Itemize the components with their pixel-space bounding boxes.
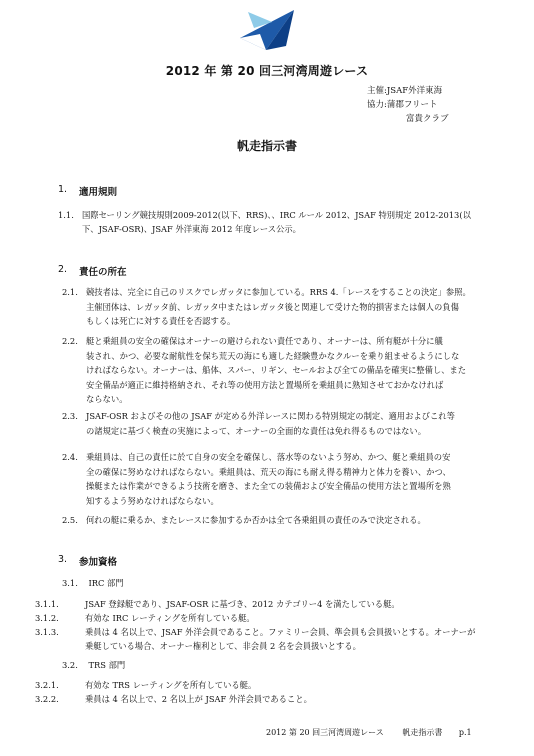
clause-line: JSAF 登録艇であり、JSAF-OSR に基づき、2012 カテゴリー4 を満たしている艇。 [85, 599, 400, 609]
logo-sail-emblem [236, 8, 298, 52]
clause-number: 3.1.2. [35, 613, 59, 623]
section-number: 3. [58, 554, 68, 565]
section-number: 1. [58, 184, 68, 195]
organizer-host: 主催:JSAF外洋東海 [367, 86, 443, 96]
clause-line: もしくは死亡に対する責任を否認する。 [86, 316, 236, 326]
subsection-number: 3.1. [62, 578, 78, 588]
clause-number: 2.2. [62, 336, 78, 346]
clause-line: 競技者は、完全に自己のリスクでレガッタに参加している。RRS 4.「レースをすることの決定」参照。 [86, 287, 471, 297]
clause-line: 有効な TRS レーティングを所有している艇。 [85, 680, 257, 690]
clause-line: 操艇または作業ができるよう技術を磨き、また全ての装備および安全備品の使用方法と置場所を熟 [86, 481, 451, 491]
subsection-3-1 [62, 577, 124, 589]
clause-line: 全の確保に努めなければならない。乗組員は、荒天の海にも耐え得る精神力と体力を養い、かつ、 [86, 466, 451, 477]
clause-line: 何れの艇に乗るか、またレースに参加するか否かは全て各乗組員の責任のみで決定される。 [86, 515, 426, 525]
clause-line: 乗員は 4 名以上で、JSAF 外洋会員であること。ファミリー会員、準会員も会員扱いとする。オーナーが [85, 627, 476, 637]
clause-line: 下、JSAF-OSR)、JSAF 外洋東海 2012 年度レース公示。 [82, 224, 301, 234]
organizer-cooperation: 協力:蒲郡フリート [367, 100, 438, 110]
organizer-club: 富貴クラブ [406, 114, 449, 124]
section-title: 適用規則 [79, 187, 118, 198]
clause-line: 知するよう努めなければならない。 [86, 495, 219, 506]
clause-line: 乗組員は、自己の責任に於て自身の安全を確保し、落水等のないよう努め、かつ、艇と乗組員の安 [86, 452, 451, 462]
clause-line: 国際セーリング競技規則2009-2012(以下、RRS)、、IRC ルール 2012、JSAF 特別規定 2012-2013(以 [82, 210, 471, 220]
clause-line: ならない。 [86, 394, 128, 404]
clause-number: 2.5. [62, 515, 78, 525]
clause-line: 乗員は 4 名以上で、2 名以上が JSAF 外洋会員であること。 [85, 694, 312, 704]
subsection-title: IRC 部門 [88, 578, 124, 588]
clause-number: 1.1. [58, 210, 74, 220]
clause-number: 2.3. [62, 411, 78, 421]
section-title: 参加資格 [79, 557, 118, 568]
subsection-3-2 [62, 659, 125, 671]
document-title: 帆走指示書 [236, 139, 297, 153]
clause-line: JSAF-OSR およびその他の JSAF が定める外洋レースに関わる特別規定の制定、適用およびこれ等 [86, 411, 455, 421]
page-footer [266, 727, 472, 738]
section-number: 2. [58, 264, 68, 275]
clause-line: 安全備品が適正に維持格納され、それ等の使用方法と置場所を乗組員に熟知させておかなければ [86, 379, 444, 390]
clause-number: 3.1.1. [35, 599, 59, 609]
clause-number: 2.4. [62, 452, 78, 462]
subsection-number: 3.2. [62, 660, 78, 670]
clause-number: 3.2.2. [35, 694, 59, 704]
clause-line: 装され、かつ、必要な耐航性を保ち荒天の海にも適した経験豊かなクルーを乗り組ませるようにしな [86, 350, 460, 361]
clause-line: の諸規定に基づく検査の実施によって、オーナーの全面的な責任は免れ得るものではない。 [86, 425, 427, 436]
footer-title: 帆走指示書 [402, 728, 443, 737]
clause-line: 乗艇している場合、オーナー権利として、非会員 2 名を会員扱いとする。 [85, 641, 361, 651]
subsection-title: TRS 部門 [88, 660, 126, 670]
clause-line: 主催団体は、レガッタ前、レガッタ中またはレガッタ後と関連して受けた物的損害または個人の負傷 [86, 301, 459, 312]
clause-number: 3.1.3. [35, 627, 59, 637]
clause-line: 有効な IRC レーティングを所有している艇。 [85, 613, 255, 623]
event-title: 2012 年 第 20 回三河湾周遊レース [165, 64, 369, 78]
section-title: 責任の所在 [79, 267, 127, 278]
footer-page-number: p.1 [458, 728, 472, 737]
footer-doc-name: 2012 第 20 回三河湾周遊レース [266, 728, 384, 737]
clause-number: 3.2.1. [35, 680, 59, 690]
clause-number: 2.1. [62, 287, 78, 297]
clause-line: 艇と乗組員の安全の確保はオーナーの避けられない責任であり、オーナーは、所有艇が十分に艤 [86, 336, 443, 346]
clause-line: ければならない。オーナーは、船体、スパー、リギン、セールおよび全ての備品を確実に整備し、また [86, 365, 467, 375]
